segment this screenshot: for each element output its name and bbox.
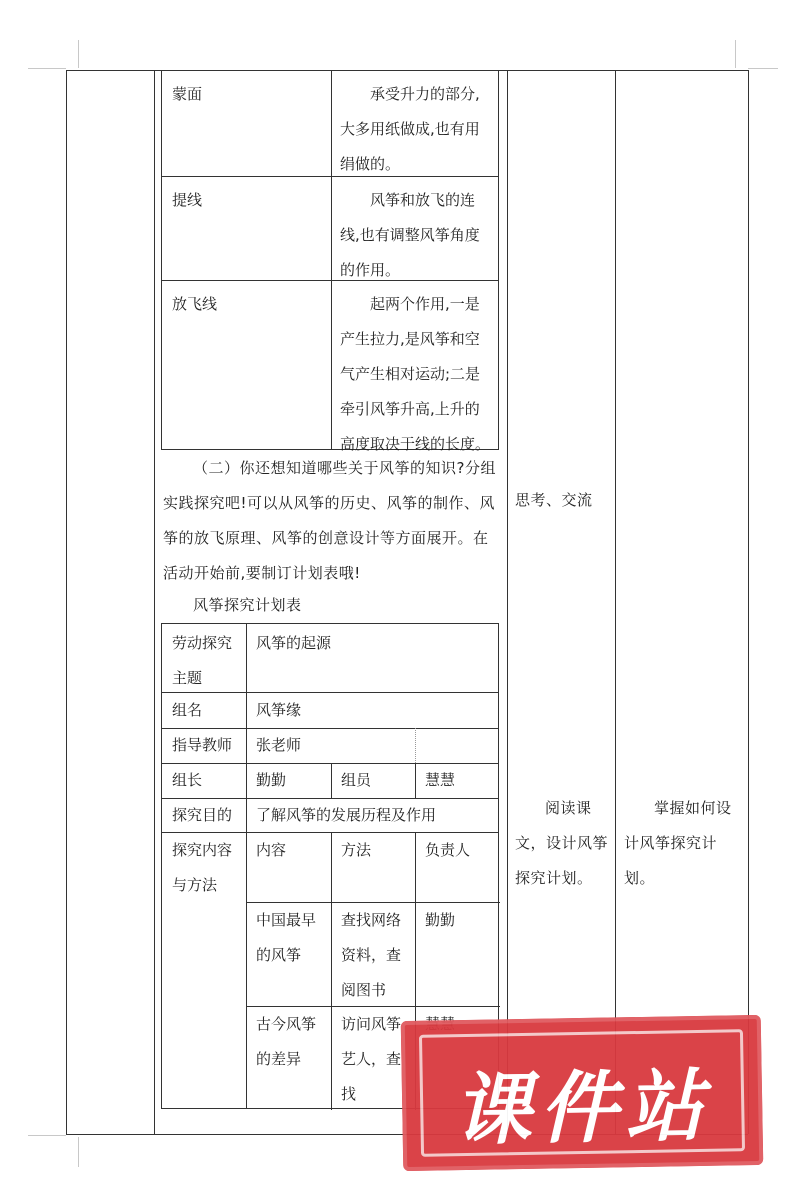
row1-method: 查找网络资料，查阅图书 (341, 911, 402, 999)
table-row (162, 71, 498, 176)
leader-value: 勤勤 (256, 771, 287, 789)
head-content: 内容 (256, 841, 287, 859)
watermark-text: 课件站 (452, 1061, 713, 1157)
row2-method: 访问风筝艺人，查找 (341, 1015, 402, 1103)
plan-vline (415, 763, 416, 798)
plan-vline (246, 624, 247, 1108)
plan-vline (331, 763, 332, 798)
crop-mark-top-left-v (78, 40, 79, 68)
content-label: 探究内容与方法 (172, 841, 233, 894)
component-desc: 起两个作用,一是产生拉力,是风筝和空气产生相对运动;二是牵引风筝升高,上升的高度取决于线的长度。 (340, 295, 491, 453)
group-value: 风筝缘 (256, 701, 302, 719)
head-owner: 负责人 (425, 841, 471, 859)
kite-components-table (161, 70, 499, 453)
table-row (162, 280, 498, 453)
group-label: 组名 (172, 701, 203, 719)
component-name: 提线 (162, 177, 332, 280)
instruction-paragraph: （二）你还想知道哪些关于风筝的知识?分组实践探究吧!可以从风筝的历史、风筝的制作、风筝的放飞原理、风筝的创意设计等方面展开。在活动开始前,要制订计划表哦! (163, 459, 496, 582)
col-divider-2 (507, 70, 508, 1134)
member-value: 慧慧 (425, 771, 456, 789)
theme-value: 风筝的起源 (256, 634, 332, 652)
purpose-label: 探究目的 (172, 806, 233, 824)
component-desc: 风筝和放飞的连线,也有调整风筝角度的作用。 (340, 191, 480, 279)
crop-mark-top-left-h (28, 68, 66, 69)
theme-label: 劳动探究主题 (172, 634, 233, 687)
purpose-value: 了解风筝的发展历程及作用 (256, 806, 437, 824)
row2-content: 古今风筝的差异 (256, 1015, 317, 1068)
watermark-stamp (401, 1015, 764, 1171)
outer-left-border (66, 70, 67, 1134)
col-divider-1 (154, 70, 155, 1134)
row1-owner: 勤勤 (425, 911, 456, 929)
outer-right-border (748, 70, 749, 1134)
student-activity-1: 思考、交流 (515, 491, 593, 509)
teacher-value: 张老师 (256, 736, 302, 754)
plan-title: 风筝探究计划表 (193, 596, 302, 614)
member-label: 组员 (341, 771, 372, 789)
component-desc: 承受升力的部分,大多用纸做成,也有用绢做的。 (340, 85, 480, 173)
crop-mark-bottom-left-v (78, 1137, 79, 1167)
crop-mark-bottom-left-h (28, 1135, 66, 1136)
student-activity-2: 阅读课文，设计风筝探究计划。 (515, 799, 609, 887)
row1-content: 中国最早的风筝 (256, 911, 317, 964)
component-name: 放飞线 (162, 281, 332, 449)
design-intent: 掌握如何设计风筝探究计划。 (624, 799, 732, 887)
teacher-label: 指导教师 (172, 736, 233, 754)
plan-vline (331, 832, 332, 1110)
head-method: 方法 (341, 841, 372, 859)
table-row (162, 176, 498, 280)
crop-mark-top-right-v (735, 40, 736, 68)
plan-dotted-line (415, 728, 416, 763)
crop-mark-top-right-h (748, 68, 778, 69)
col-divider-3 (615, 70, 616, 1134)
component-name: 蒙面 (162, 71, 332, 176)
leader-label: 组长 (172, 771, 203, 789)
